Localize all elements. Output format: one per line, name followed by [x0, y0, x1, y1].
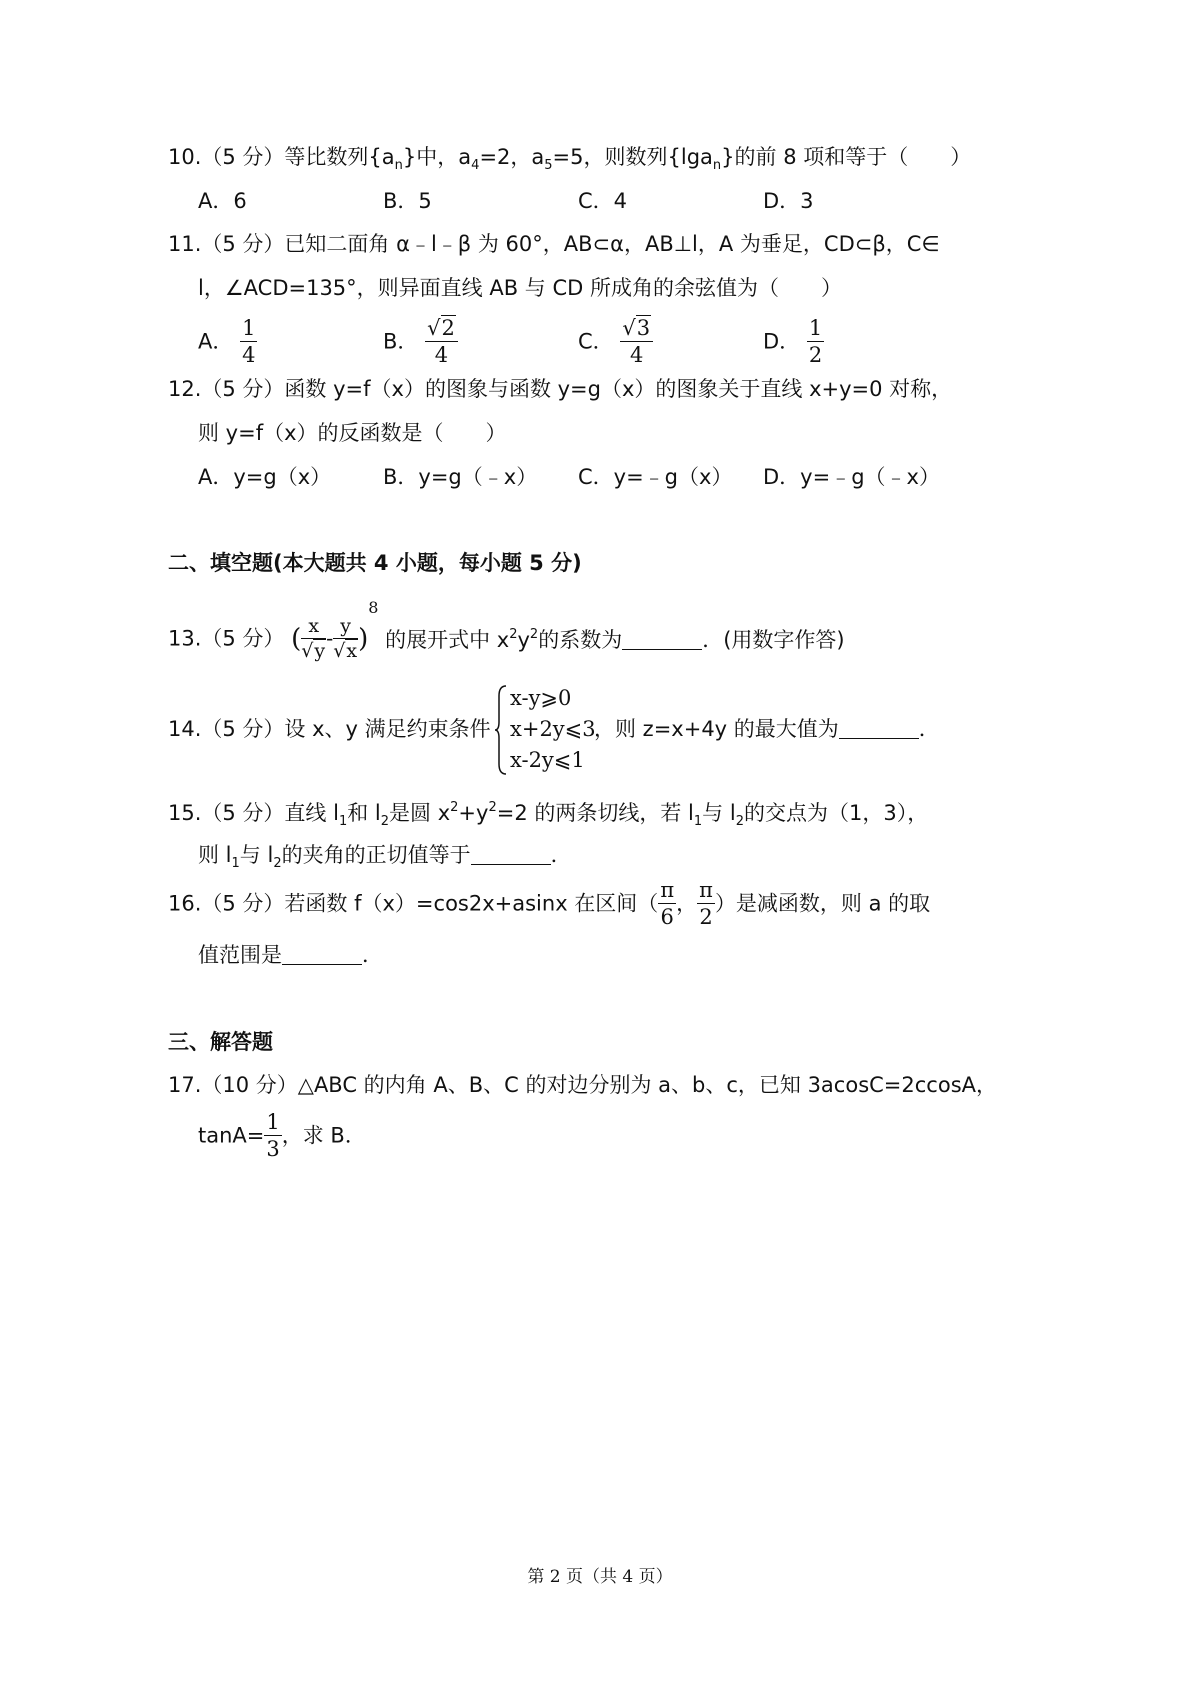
- q12-option-a: A．y=g（x）: [198, 465, 332, 489]
- q15-text: 的夹角的正切值等于: [281, 843, 471, 867]
- q15-text: 与 l: [702, 801, 736, 825]
- q15-text: =2 的两条切线，若 l: [496, 801, 694, 825]
- subscript: 2: [735, 814, 744, 829]
- q10-text: }中，a: [402, 145, 472, 169]
- numerator: 1: [242, 316, 256, 340]
- q13-prefix: 13.（5 分）: [168, 626, 285, 651]
- q11-option-d: [763, 318, 824, 366]
- fraction: [301, 617, 326, 661]
- numerator: 1: [808, 316, 823, 340]
- q15-text: 则 l: [198, 843, 232, 867]
- q13-text: 的系数为: [538, 627, 623, 652]
- q15-text: ．: [550, 843, 572, 867]
- numerator: [620, 318, 653, 342]
- denominator: 2: [699, 905, 713, 929]
- subscript: 4: [471, 158, 480, 173]
- q10-stem: [168, 147, 971, 172]
- left-brace: [494, 684, 508, 776]
- subscript: 1: [693, 814, 703, 829]
- numerator: 1: [266, 1110, 280, 1134]
- q13-text: ．(用数字作答): [702, 627, 845, 652]
- superscript: 2: [509, 626, 518, 642]
- radicand: 2: [441, 316, 455, 340]
- q15-text: 和 l: [347, 801, 381, 825]
- q16-text: ．: [362, 943, 383, 967]
- superscript: 2: [529, 626, 539, 642]
- q12-option-d: D．y=﹣g（﹣x）: [763, 465, 940, 489]
- q11-line1: 11.（5 分）已知二面角 α﹣l﹣β 为 60°，AB⊂α，AB⊥l，A 为垂足，CD⊂β，C∈: [168, 232, 940, 256]
- subscript: n: [394, 158, 403, 173]
- left-paren: (: [291, 624, 302, 654]
- fraction: [264, 1112, 281, 1160]
- constraint-2: x+2y⩽3: [510, 717, 596, 741]
- answer-blank[interactable]: [282, 946, 362, 965]
- denominator: 2: [808, 343, 823, 367]
- subscript: 2: [380, 814, 390, 829]
- denominator: [301, 639, 326, 661]
- right-paren: ): [358, 624, 369, 654]
- q10-text: }的前 8 项和等于（ ）: [721, 145, 972, 169]
- q16-text: 16.（5 分）若函数 f（x）=cos2x+asinx 在区间（: [168, 891, 659, 916]
- q14-text: ．: [918, 717, 940, 741]
- subscript: n: [712, 158, 722, 173]
- q14-tail: [594, 719, 940, 740]
- q16-text: ，: [676, 891, 698, 916]
- answer-blank[interactable]: [471, 846, 551, 865]
- subscript: 5: [544, 158, 553, 173]
- q11-option-a: [198, 318, 257, 366]
- q12-option-c: C．y=﹣g（x）: [578, 465, 733, 489]
- q10-option-d: D．3: [763, 189, 814, 213]
- q13-body: [385, 628, 845, 652]
- q15-line2: [198, 845, 572, 870]
- q15-text: 与 l: [239, 843, 274, 867]
- denominator: [333, 639, 358, 661]
- numerator: [425, 318, 458, 342]
- radicand: 3: [636, 316, 651, 340]
- q12-line1: 12.（5 分）函数 y=f（x）的图象与函数 y=g（x）的图象关于直线 x+y=0 对称，: [168, 377, 953, 401]
- fraction: [697, 880, 715, 928]
- q16-text: ）是减函数，则 a 的取: [714, 891, 931, 916]
- option-label: C．: [578, 329, 614, 354]
- answer-blank[interactable]: [622, 631, 702, 650]
- minus-sign: -: [326, 626, 334, 651]
- denominator: 4: [630, 343, 644, 367]
- q14-text: ，则 z=x+4y 的最大值为: [594, 717, 839, 741]
- sqrt-symbol: √: [622, 316, 636, 340]
- q16-line2: [198, 945, 383, 966]
- q10-option-a: A．6: [198, 189, 247, 213]
- constraint-1: x-y⩾0: [510, 686, 572, 710]
- constraint-3: x-2y⩽1: [510, 748, 585, 772]
- numerator: y: [333, 617, 358, 639]
- subscript: 2: [273, 856, 282, 871]
- q16-text: 值范围是: [198, 943, 282, 967]
- sqrt-symbol: √: [301, 640, 314, 662]
- q17-line1: 17.（10 分）△ABC 的内角 A、B、C 的对边分别为 a、b、c，已知 3acosC=2ccosA，: [168, 1073, 997, 1097]
- sqrt-symbol: √: [427, 316, 441, 340]
- option-label: D．: [763, 329, 801, 354]
- denominator: 4: [434, 343, 449, 367]
- q12-line2: 则 y=f（x）的反函数是（ ）: [198, 421, 507, 445]
- numerator: π: [660, 878, 675, 902]
- option-label: A．: [198, 329, 234, 354]
- q11-option-c: [578, 318, 653, 366]
- q17-text: tanA=: [198, 1123, 265, 1148]
- denominator: 4: [242, 343, 256, 367]
- q13-text: 的展开式中 x: [385, 627, 510, 652]
- radicand: x: [346, 640, 358, 662]
- q10-text: 10.（5 分）等比数列{a: [168, 145, 395, 169]
- denominator: 3: [266, 1137, 280, 1161]
- q15-line1: [168, 801, 928, 828]
- q10-option-c: C．4: [578, 189, 628, 213]
- brace-path: [495, 686, 506, 774]
- subscript: 1: [338, 814, 348, 829]
- q17-line2: [198, 1112, 366, 1160]
- q15-text: +y: [458, 801, 489, 825]
- numerator: π: [699, 878, 713, 902]
- q10-option-b: B．5: [383, 189, 432, 213]
- q15-text: 是圆 x: [389, 801, 451, 825]
- q10-text: =5，则数列{lga: [552, 145, 713, 169]
- q14-prefix: 14.（5 分）设 x、y 满足约束条件: [168, 717, 491, 741]
- subscript: 1: [231, 856, 240, 871]
- numerator: x: [301, 617, 326, 639]
- section-heading-fill-in: 二、填空题(本大题共 4 小题，每小题 5 分): [168, 551, 582, 575]
- fraction: [425, 318, 458, 366]
- fraction: [807, 318, 824, 366]
- denominator: 6: [660, 905, 674, 929]
- page-footer: 第 2 页（共 4 页）: [527, 1567, 673, 1587]
- q13-text: y: [517, 627, 530, 652]
- superscript: 2: [488, 800, 497, 815]
- exponent: 8: [368, 598, 379, 617]
- fraction: [620, 318, 653, 366]
- answer-blank[interactable]: [839, 720, 919, 739]
- superscript: 2: [450, 800, 459, 815]
- q17-text: ，求 B．: [281, 1123, 366, 1148]
- q13: [168, 600, 845, 661]
- q15-text: 15.（5 分）直线 l: [168, 801, 339, 825]
- option-label: B．: [383, 329, 419, 354]
- fraction: [333, 617, 358, 661]
- q16-line1: [168, 880, 930, 928]
- q12-option-b: B．y=g（﹣x）: [383, 465, 538, 489]
- q11-line2: l，∠ACD=135°，则异面直线 AB 与 CD 所成角的余弦值为（ ）: [198, 276, 842, 300]
- fraction: [240, 318, 257, 366]
- q10-text: =2，a: [479, 145, 545, 169]
- sqrt-symbol: √: [333, 640, 346, 662]
- radicand: y: [314, 640, 326, 662]
- section-heading-solutions: 三、解答题: [168, 1030, 273, 1054]
- q15-text: 的交点为（1，3），: [743, 801, 929, 825]
- fraction: [658, 880, 676, 928]
- q11-option-b: [383, 318, 458, 366]
